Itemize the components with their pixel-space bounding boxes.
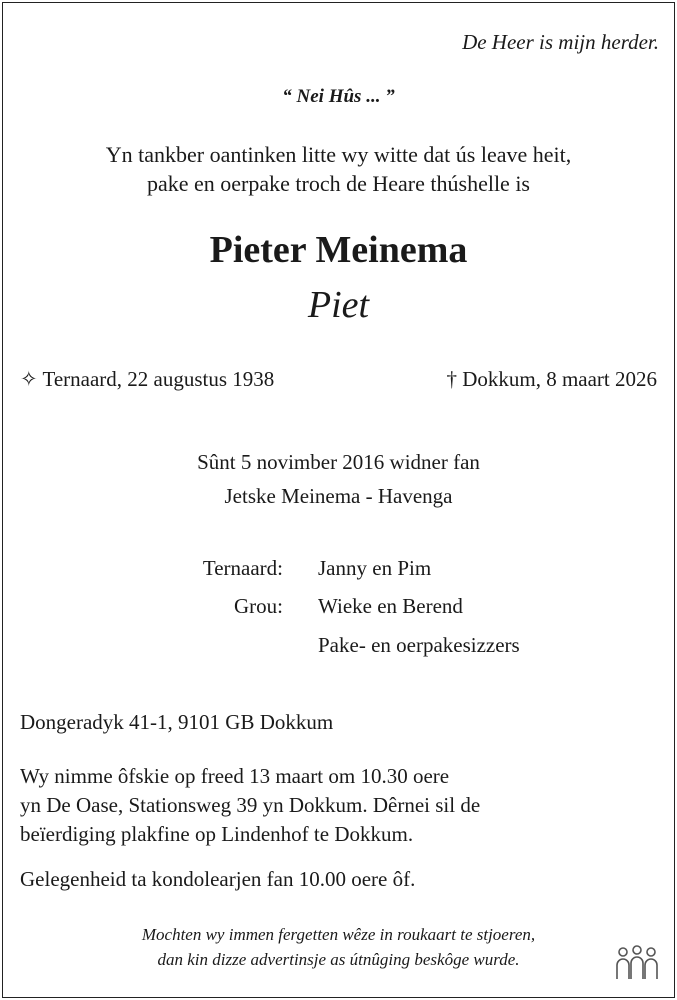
service-line: beïerdiging plakfine op Lindenhof te Dokkum.: [20, 822, 414, 846]
intro-line: Yn tankber oantinken litte wy witte dat ús leave heit,: [105, 142, 572, 167]
quote: “ Nei Hûs ... ”: [282, 86, 395, 107]
birth-info: ✧ Ternaard, 22 augustus 1938: [20, 367, 275, 391]
family-place: Ternaard:: [202, 556, 283, 580]
people-group-icon: [615, 945, 659, 986]
family-names: Pake- en oerpakesizzers: [318, 633, 520, 657]
condolence-info: Gelegenheid ta kondolearjen fan 10.00 oere ôf.: [20, 867, 416, 891]
deceased-nickname: Piet: [307, 284, 370, 326]
spouse-name: Jetske Meinema - Havenga: [224, 484, 453, 508]
service-line: Wy nimme ôfskie op freed 13 maart om 10.30 oere: [20, 764, 450, 788]
deceased-name: Pieter Meinema: [209, 229, 468, 271]
intro-line: pake en oerpake troch de Heare thúshelle is: [147, 171, 530, 196]
intro-text: [0, 140, 677, 198]
service-info: [20, 762, 480, 849]
motto: De Heer is mijn herder.: [462, 30, 659, 54]
widower-info: [0, 445, 677, 513]
family-place: Grou:: [234, 594, 283, 618]
footer-line: Mochten wy immen fergetten wêze in roukaart te stjoeren,: [141, 925, 536, 944]
address: Dongeradyk 41-1, 9101 GB Dokkum: [20, 710, 334, 734]
footer-note: [0, 922, 677, 972]
family-names: Janny en Pim: [318, 556, 432, 580]
death-info: † Dokkum, 8 maart 2026: [446, 367, 657, 391]
footer-line: dan kin dizze advertinsje as útnûging beskôge wurde.: [157, 950, 520, 969]
family-names: Wieke en Berend: [318, 594, 463, 618]
widower-line: Sûnt 5 novimber 2016 widner fan: [197, 450, 480, 474]
service-line: yn De Oase, Stationsweg 39 yn Dokkum. Dêrnei sil de: [20, 793, 481, 817]
